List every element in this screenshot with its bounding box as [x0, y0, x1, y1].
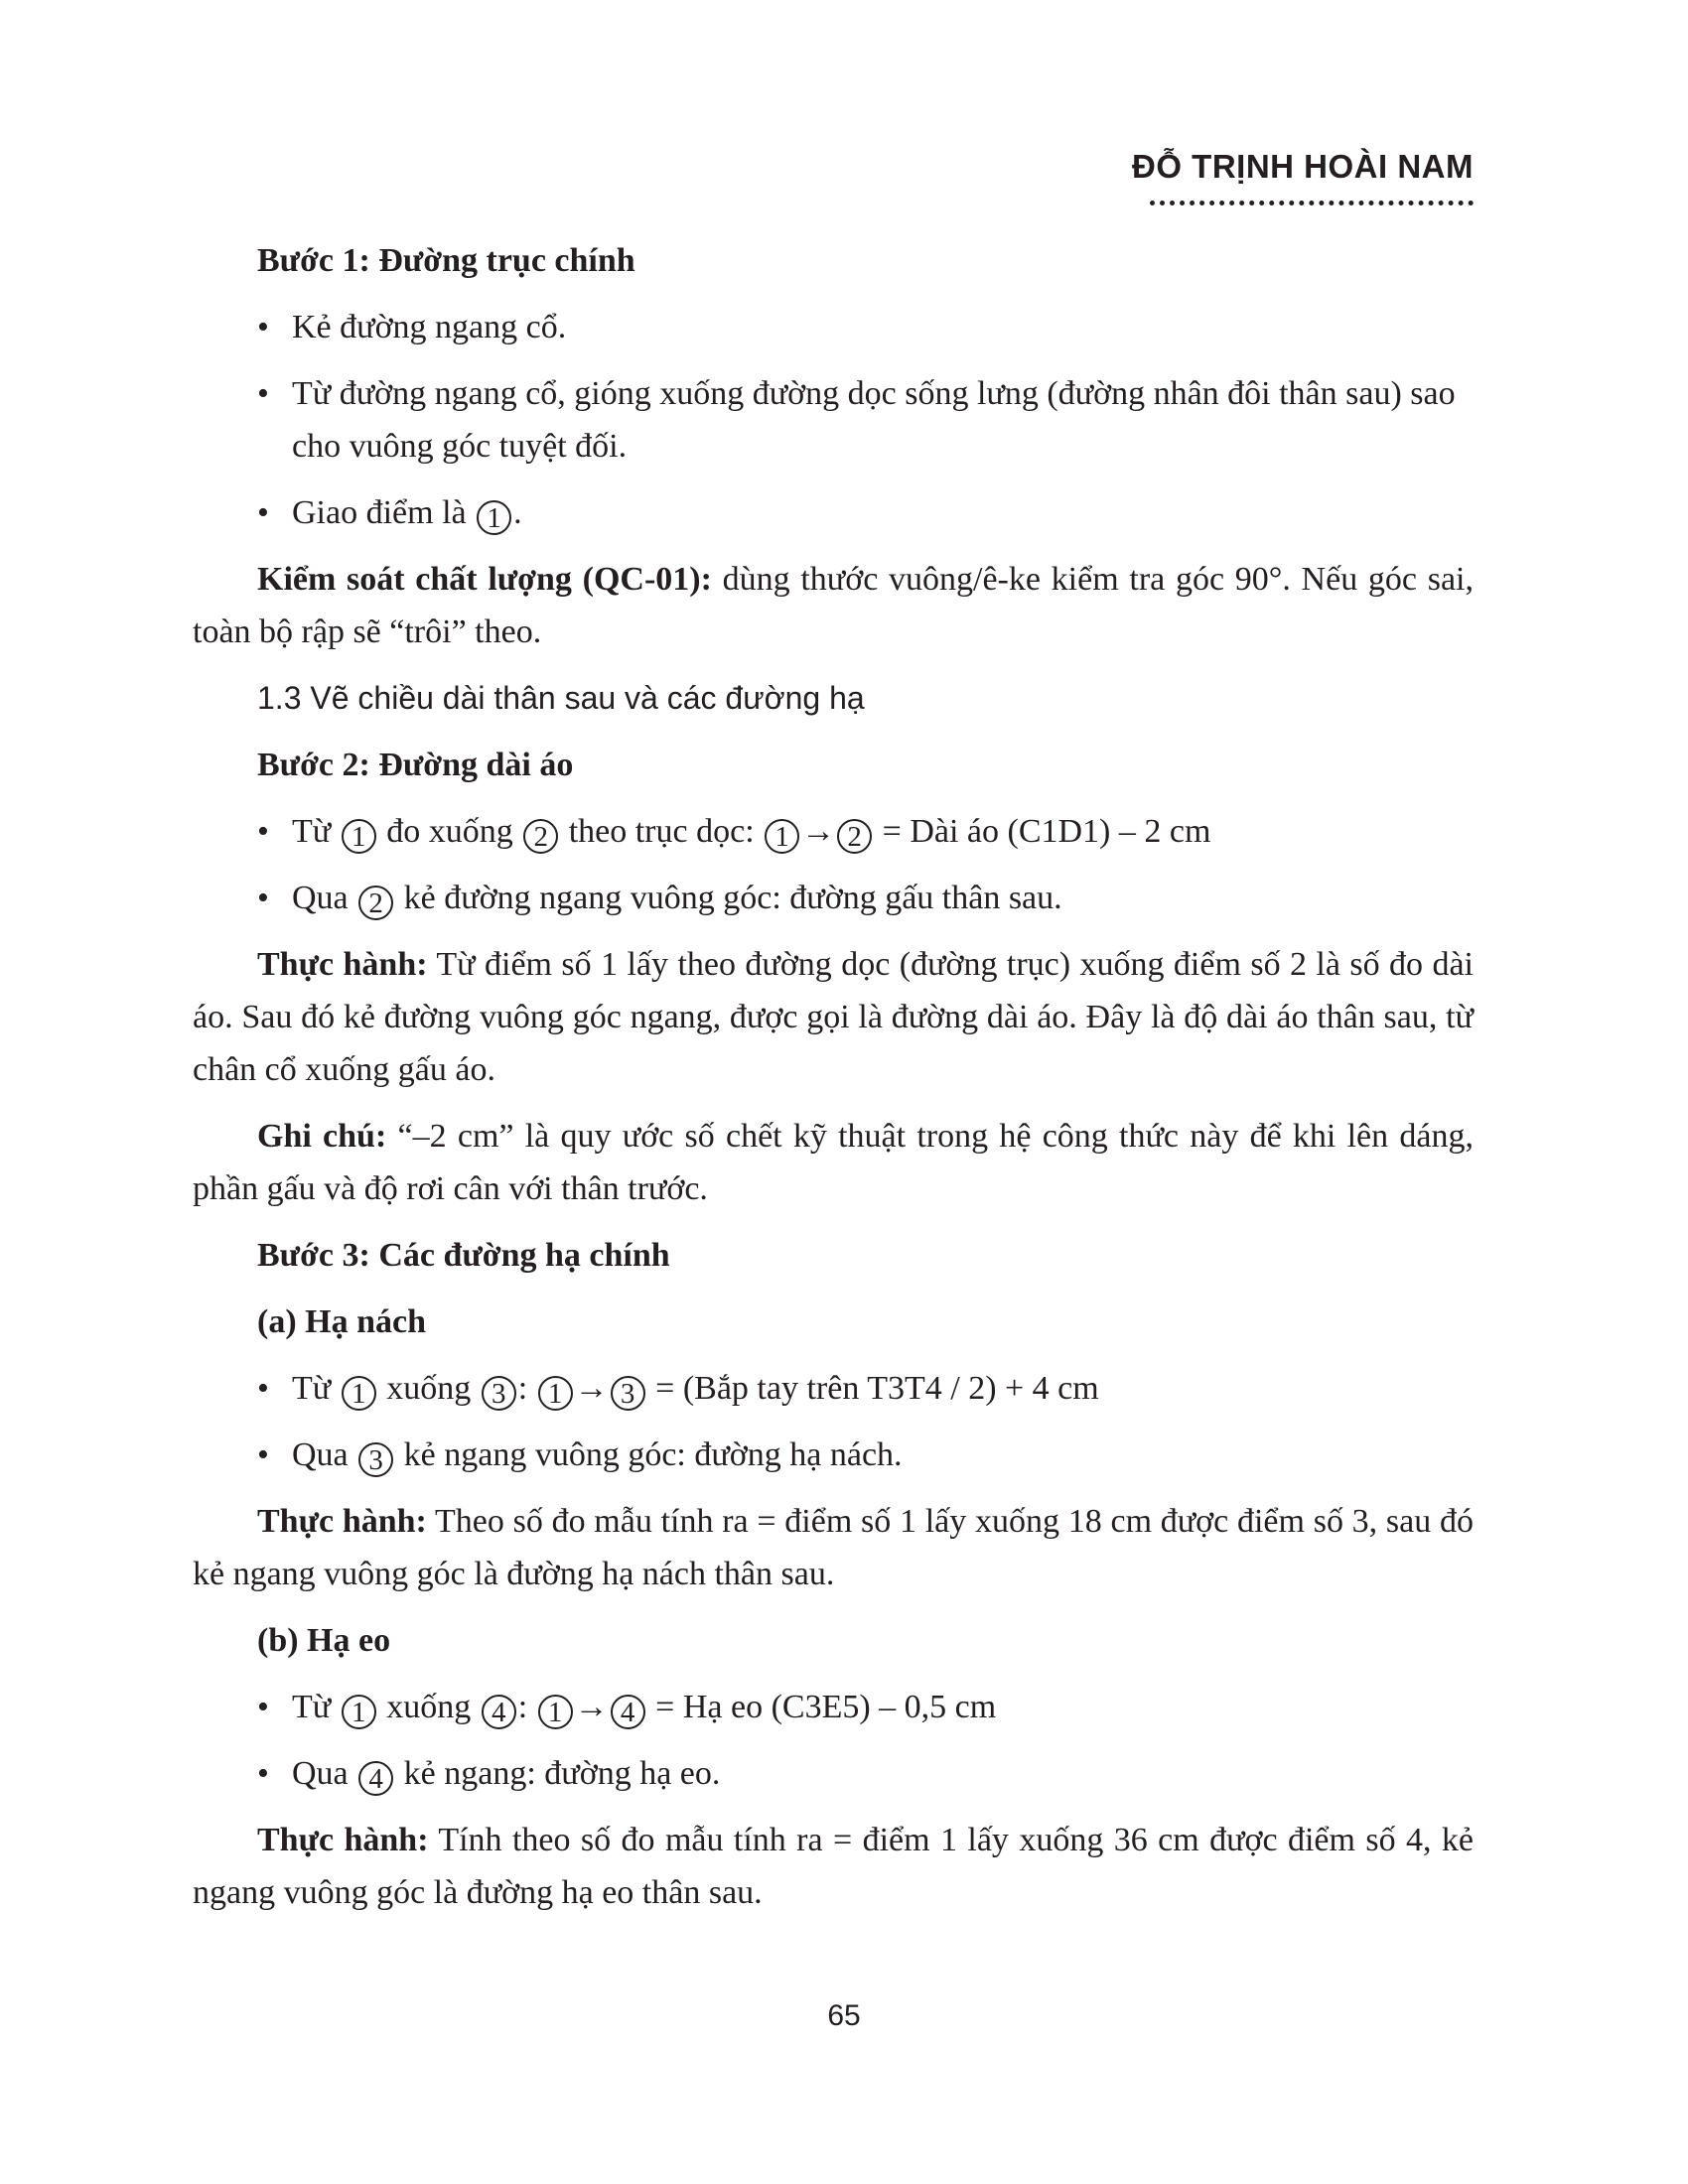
substep-a-bullet-1	[193, 1362, 1474, 1415]
bullet-text: Giao điểm là	[292, 494, 467, 531]
step-1-title: Bước 1: Đường trục chính	[257, 242, 635, 279]
point-marker-2: 2	[523, 819, 558, 854]
page-body	[193, 234, 1474, 1933]
point-marker-1: 1	[342, 1695, 376, 1729]
bullet-text: = Hạ eo (C3E5) – 0,5 cm	[655, 1689, 997, 1725]
step-3-title: Bước 3: Các đường hạ chính	[257, 1237, 670, 1274]
bullet-text: kẻ đường ngang vuông góc: đường gấu thân sau.	[403, 880, 1062, 916]
point-marker-3: 3	[358, 1442, 393, 1477]
point-marker-1: 1	[477, 500, 511, 535]
bullet-dot: •	[257, 1755, 269, 1792]
point-marker-1: 1	[538, 1695, 573, 1729]
step-2-bullet-2	[193, 872, 1474, 924]
step-1-bullet-2	[193, 367, 1474, 473]
point-marker-1: 1	[342, 1376, 376, 1411]
substep-b-title: (b) Hạ eo	[257, 1622, 391, 1659]
point-marker-2: 2	[837, 819, 872, 854]
bullet-dot: •	[257, 494, 269, 531]
bullet-dot: •	[257, 1436, 269, 1473]
bullet-text: Kẻ đường ngang cổ.	[292, 309, 567, 345]
bullet-text: :	[517, 1689, 528, 1725]
point-marker-3: 3	[611, 1376, 645, 1411]
running-header-author: ĐỖ TRỊNH HOÀI NAM	[1132, 148, 1474, 185]
qc-label: Kiểm soát chất lượng (QC-01):	[257, 561, 712, 598]
point-marker-2: 2	[358, 886, 393, 920]
bullet-text: kẻ ngang: đường hạ eo.	[403, 1755, 721, 1792]
substep-b-practice-paragraph	[193, 1814, 1474, 1919]
substep-a-bullet-2	[193, 1429, 1474, 1481]
point-marker-1: 1	[342, 819, 376, 854]
step-2-note-paragraph	[193, 1110, 1474, 1215]
practice-label: Thực hành:	[257, 946, 428, 983]
bullet-dot: •	[257, 1370, 269, 1407]
step-1-bullet-3	[193, 486, 1474, 539]
bullet-text: Từ	[292, 1689, 332, 1725]
bullet-text-suffix: .	[513, 494, 522, 531]
arrow-symbol: →	[801, 813, 836, 850]
bullet-text: xuống	[386, 1689, 472, 1725]
point-marker-4: 4	[358, 1761, 393, 1796]
bullet-text: Từ đường ngang cổ, gióng xuống đường dọc sống lưng (đường nhân đôi thân sau) sao cho vuông góc tuyệt đối.	[292, 375, 1456, 465]
note-label: Ghi chú:	[257, 1118, 387, 1155]
bullet-text: kẻ ngang vuông góc: đường hạ nách.	[403, 1436, 903, 1473]
substep-a-title: (a) Hạ nách	[257, 1303, 426, 1340]
note-text: “–2 cm” là quy ước số chết kỹ thuật trong hệ công thức này để khi lên dáng, phần gấu và độ rơi cân với thân trước.	[193, 1118, 1474, 1207]
step-2-title: Bước 2: Đường dài áo	[257, 747, 574, 783]
point-marker-3: 3	[482, 1376, 516, 1411]
substep-a-practice-paragraph	[193, 1495, 1474, 1600]
bullet-text: Qua	[292, 1755, 349, 1792]
page-number: 65	[827, 1999, 861, 2032]
practice-label: Thực hành:	[257, 1822, 429, 1858]
qc-text: dùng thước vuông/ê-ke kiểm tra góc 90°. Nếu góc sai, toàn bộ rập sẽ “trôi” theo.	[193, 561, 1474, 650]
practice-text: Từ điểm số 1 lấy theo đường dọc (đường trục) xuống điểm số 2 là số đo dài áo. Sau đó kẻ đường vuông góc ngang, được gọi là đường dài áo. Đây là độ dài áo thân sau, từ chân cổ xuống gấu áo.	[193, 946, 1474, 1088]
point-marker-1: 1	[765, 819, 799, 854]
bullet-dot: •	[257, 1689, 269, 1725]
step-2-bullet-1	[193, 805, 1474, 858]
step-2-practice-paragraph	[193, 938, 1474, 1096]
bullet-text: Từ	[292, 1370, 332, 1407]
bullet-text: = Dài áo (C1D1) – 2 cm	[882, 813, 1211, 850]
bullet-dot: •	[257, 309, 269, 345]
bullet-text: theo trục dọc:	[568, 813, 755, 850]
step-1-bullet-1	[193, 301, 1474, 353]
substep-b-bullet-1	[193, 1681, 1474, 1733]
arrow-symbol: →	[574, 1689, 609, 1725]
substep-b-bullet-2	[193, 1747, 1474, 1800]
header-dotted-rule	[1150, 201, 1474, 205]
bullet-text: xuống	[386, 1370, 472, 1407]
bullet-text: = (Bắp tay trên T3T4 / 2) + 4 cm	[655, 1370, 1099, 1407]
bullet-text: đo xuống	[386, 813, 513, 850]
section-title: 1.3 Vẽ chiều dài thân sau và các đường hạ	[257, 680, 865, 716]
quality-control-paragraph	[193, 553, 1474, 658]
bullet-dot: •	[257, 880, 269, 916]
bullet-dot: •	[257, 375, 269, 412]
bullet-text: Qua	[292, 1436, 349, 1473]
point-marker-1: 1	[538, 1376, 573, 1411]
point-marker-4: 4	[611, 1695, 645, 1729]
bullet-text: Từ	[292, 813, 332, 850]
bullet-text: Qua	[292, 880, 349, 916]
practice-label: Thực hành:	[257, 1503, 427, 1540]
bullet-dot: •	[257, 813, 269, 850]
arrow-symbol: →	[574, 1370, 609, 1407]
point-marker-4: 4	[482, 1695, 516, 1729]
practice-text: Tính theo số đo mẫu tính ra = điểm 1 lấy xuống 36 cm được điểm số 4, kẻ ngang vuông góc là đường hạ eo thân sau.	[193, 1822, 1474, 1911]
practice-text: Theo số đo mẫu tính ra = điểm số 1 lấy xuống 18 cm được điểm số 3, sau đó kẻ ngang vuông góc là đường hạ nách thân sau.	[193, 1503, 1474, 1592]
bullet-text: :	[517, 1370, 528, 1407]
